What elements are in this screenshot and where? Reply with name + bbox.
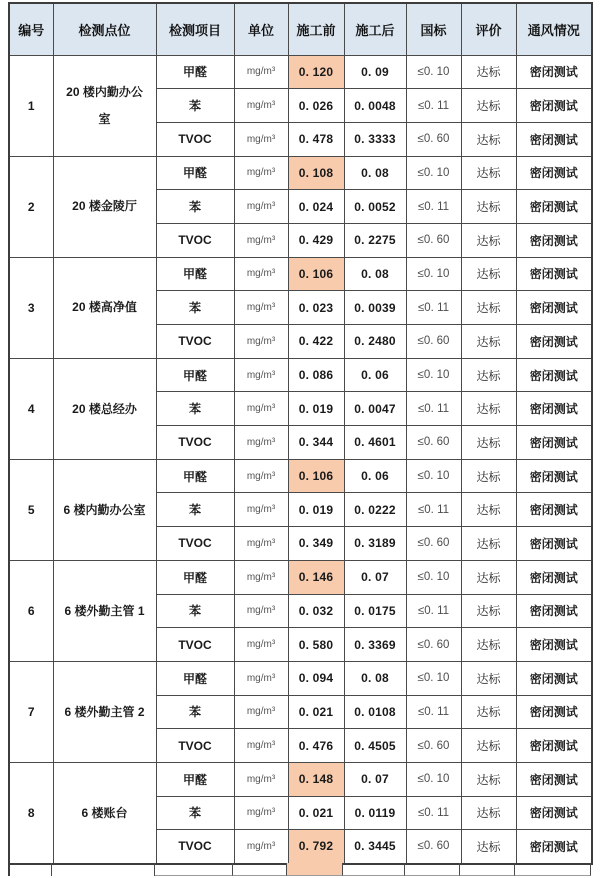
before-value-cell: 0. 146 [288,560,344,594]
standard-cell: ≤0. 11 [406,493,461,527]
evaluation-cell: 达标 [461,729,516,763]
item-cell: 苯 [156,89,234,123]
partial-cell [405,863,460,876]
partial-cell [52,863,155,876]
table-header-row [9,3,592,55]
ventilation-cell: 密闭测试 [516,426,592,460]
standard-cell: ≤0. 10 [406,55,461,89]
item-cell: 甲醛 [156,762,234,796]
row-number-cell: 5 [9,459,53,560]
item-cell: TVOC [156,628,234,662]
table-row [9,762,592,796]
before-value-cell: 0. 094 [288,661,344,695]
before-value-cell: 0. 086 [288,358,344,392]
item-cell: 苯 [156,291,234,325]
before-value-cell: 0. 019 [288,392,344,426]
ventilation-cell: 密闭测试 [516,55,592,89]
item-cell: 苯 [156,392,234,426]
after-value-cell: 0. 09 [344,55,406,89]
partial-next-row [8,863,591,876]
after-value-cell: 0. 0048 [344,89,406,123]
after-value-cell: 0. 07 [344,560,406,594]
unit-cell: mg/m³ [234,190,288,224]
table-row [9,257,592,291]
table-row [9,156,592,190]
standard-cell: ≤0. 11 [406,695,461,729]
before-value-cell: 0. 024 [288,190,344,224]
ventilation-cell: 密闭测试 [516,594,592,628]
evaluation-cell: 达标 [461,594,516,628]
item-cell: 甲醛 [156,358,234,392]
unit-cell: mg/m³ [234,257,288,291]
standard-cell: ≤0. 10 [406,459,461,493]
standard-cell: ≤0. 60 [406,628,461,662]
ventilation-cell: 密闭测试 [516,560,592,594]
before-value-cell: 0. 429 [288,223,344,257]
evaluation-cell: 达标 [461,661,516,695]
after-value-cell: 0. 0175 [344,594,406,628]
before-value-cell: 0. 422 [288,325,344,359]
unit-cell: mg/m³ [234,560,288,594]
ventilation-cell: 密闭测试 [516,661,592,695]
column-header-5: 施工后 [344,3,406,55]
standard-cell: ≤0. 10 [406,661,461,695]
after-value-cell: 0. 08 [344,257,406,291]
standard-cell: ≤0. 60 [406,122,461,156]
column-header-4: 施工前 [288,3,344,55]
unit-cell: mg/m³ [234,796,288,830]
after-value-cell: 0. 4505 [344,729,406,763]
item-cell: 甲醛 [156,560,234,594]
unit-cell: mg/m³ [234,729,288,763]
ventilation-cell: 密闭测试 [516,223,592,257]
row-number-cell: 4 [9,358,53,459]
evaluation-cell: 达标 [461,459,516,493]
evaluation-cell: 达标 [461,628,516,662]
standard-cell: ≤0. 60 [406,325,461,359]
ventilation-cell: 密闭测试 [516,190,592,224]
unit-cell: mg/m³ [234,55,288,89]
column-header-6: 国标 [406,3,461,55]
ventilation-cell: 密闭测试 [516,325,592,359]
standard-cell: ≤0. 11 [406,89,461,123]
before-value-cell: 0. 476 [288,729,344,763]
location-cell: 6 楼外勤主管 2 [53,661,156,762]
after-value-cell: 0. 07 [344,762,406,796]
evaluation-cell: 达标 [461,291,516,325]
ventilation-cell: 密闭测试 [516,89,592,123]
after-value-cell: 0. 0047 [344,392,406,426]
unit-cell: mg/m³ [234,459,288,493]
standard-cell: ≤0. 11 [406,190,461,224]
standard-cell: ≤0. 10 [406,358,461,392]
before-value-cell: 0. 023 [288,291,344,325]
before-value-cell: 0. 478 [288,122,344,156]
ventilation-cell: 密闭测试 [516,628,592,662]
evaluation-cell: 达标 [461,223,516,257]
ventilation-cell: 密闭测试 [516,257,592,291]
evaluation-cell: 达标 [461,762,516,796]
item-cell: TVOC [156,122,234,156]
before-value-cell: 0. 580 [288,628,344,662]
before-value-cell: 0. 019 [288,493,344,527]
evaluation-cell: 达标 [461,257,516,291]
standard-cell: ≤0. 60 [406,223,461,257]
after-value-cell: 0. 08 [344,156,406,190]
unit-cell: mg/m³ [234,661,288,695]
evaluation-cell: 达标 [461,796,516,830]
row-number-cell: 2 [9,156,53,257]
after-value-cell: 0. 0052 [344,190,406,224]
before-value-cell: 0. 032 [288,594,344,628]
item-cell: TVOC [156,830,234,864]
after-value-cell: 0. 3333 [344,122,406,156]
evaluation-cell: 达标 [461,55,516,89]
standard-cell: ≤0. 60 [406,729,461,763]
after-value-cell: 0. 2480 [344,325,406,359]
standard-cell: ≤0. 11 [406,594,461,628]
partial-cell [8,863,52,876]
standard-cell: ≤0. 10 [406,257,461,291]
row-number-cell: 1 [9,55,53,156]
row-number-cell: 3 [9,257,53,358]
before-value-cell: 0. 349 [288,527,344,561]
ventilation-cell: 密闭测试 [516,527,592,561]
partial-cell [233,863,287,876]
after-value-cell: 0. 3369 [344,628,406,662]
evaluation-cell: 达标 [461,527,516,561]
standard-cell: ≤0. 10 [406,560,461,594]
location-cell: 6 楼账台 [53,762,156,863]
before-value-cell: 0. 108 [288,156,344,190]
evaluation-cell: 达标 [461,392,516,426]
ventilation-cell: 密闭测试 [516,830,592,864]
location-cell: 6 楼内勤办公室 [53,459,156,560]
ventilation-cell: 密闭测试 [516,493,592,527]
ventilation-cell: 密闭测试 [516,695,592,729]
before-value-cell: 0. 106 [288,257,344,291]
evaluation-cell: 达标 [461,560,516,594]
partial-cell [515,863,591,876]
item-cell: TVOC [156,325,234,359]
before-value-cell: 0. 344 [288,426,344,460]
after-value-cell: 0. 0119 [344,796,406,830]
unit-cell: mg/m³ [234,89,288,123]
after-value-cell: 0. 08 [344,661,406,695]
location-cell: 20 楼内勤办公室 [53,55,156,156]
table-row [9,55,592,89]
ventilation-cell: 密闭测试 [516,156,592,190]
item-cell: 甲醛 [156,661,234,695]
column-header-0: 编号 [9,3,53,55]
table-row [9,358,592,392]
item-cell: 苯 [156,695,234,729]
ventilation-cell: 密闭测试 [516,291,592,325]
standard-cell: ≤0. 11 [406,291,461,325]
unit-cell: mg/m³ [234,392,288,426]
ventilation-cell: 密闭测试 [516,459,592,493]
evaluation-cell: 达标 [461,190,516,224]
column-header-2: 检测项目 [156,3,234,55]
unit-cell: mg/m³ [234,493,288,527]
after-value-cell: 0. 0222 [344,493,406,527]
unit-cell: mg/m³ [234,156,288,190]
evaluation-cell: 达标 [461,695,516,729]
before-value-cell: 0. 021 [288,695,344,729]
item-cell: 甲醛 [156,257,234,291]
standard-cell: ≤0. 11 [406,392,461,426]
column-header-7: 评价 [461,3,516,55]
table-row [9,560,592,594]
column-header-1: 检测点位 [53,3,156,55]
after-value-cell: 0. 0039 [344,291,406,325]
standard-cell: ≤0. 60 [406,527,461,561]
before-value-cell: 0. 021 [288,796,344,830]
before-value-cell: 0. 026 [288,89,344,123]
unit-cell: mg/m³ [234,695,288,729]
row-number-cell: 8 [9,762,53,863]
partial-cell [343,863,405,876]
location-cell: 20 楼高净值 [53,257,156,358]
item-cell: TVOC [156,527,234,561]
standard-cell: ≤0. 10 [406,762,461,796]
item-cell: 甲醛 [156,156,234,190]
before-value-cell: 0. 106 [288,459,344,493]
before-value-cell: 0. 148 [288,762,344,796]
item-cell: 苯 [156,796,234,830]
column-header-8: 通风情况 [516,3,592,55]
unit-cell: mg/m³ [234,830,288,864]
evaluation-cell: 达标 [461,830,516,864]
standard-cell: ≤0. 60 [406,830,461,864]
item-cell: 苯 [156,594,234,628]
item-cell: 甲醛 [156,55,234,89]
row-number-cell: 6 [9,560,53,661]
after-value-cell: 0. 4601 [344,426,406,460]
after-value-cell: 0. 0108 [344,695,406,729]
evaluation-cell: 达标 [461,156,516,190]
unit-cell: mg/m³ [234,122,288,156]
evaluation-cell: 达标 [461,122,516,156]
standard-cell: ≤0. 60 [406,426,461,460]
after-value-cell: 0. 3189 [344,527,406,561]
unit-cell: mg/m³ [234,291,288,325]
item-cell: TVOC [156,426,234,460]
item-cell: TVOC [156,729,234,763]
unit-cell: mg/m³ [234,426,288,460]
unit-cell: mg/m³ [234,762,288,796]
item-cell: 苯 [156,493,234,527]
ventilation-cell: 密闭测试 [516,796,592,830]
standard-cell: ≤0. 10 [406,156,461,190]
ventilation-cell: 密闭测试 [516,762,592,796]
evaluation-cell: 达标 [461,89,516,123]
table-row [9,661,592,695]
ventilation-cell: 密闭测试 [516,392,592,426]
location-cell: 20 楼金陵厅 [53,156,156,257]
location-cell: 20 楼总经办 [53,358,156,459]
item-cell: 甲醛 [156,459,234,493]
item-cell: TVOC [156,223,234,257]
table-row [9,459,592,493]
unit-cell: mg/m³ [234,527,288,561]
unit-cell: mg/m³ [234,358,288,392]
partial-cell [460,863,515,876]
location-cell: 6 楼外勤主管 1 [53,560,156,661]
row-number-cell: 7 [9,661,53,762]
after-value-cell: 0. 3445 [344,830,406,864]
unit-cell: mg/m³ [234,594,288,628]
ventilation-cell: 密闭测试 [516,358,592,392]
unit-cell: mg/m³ [234,325,288,359]
partial-highlight-cell [287,863,343,876]
after-value-cell: 0. 06 [344,459,406,493]
evaluation-cell: 达标 [461,325,516,359]
after-value-cell: 0. 2275 [344,223,406,257]
partial-cell [155,863,233,876]
before-value-cell: 0. 792 [288,830,344,864]
before-value-cell: 0. 120 [288,55,344,89]
ventilation-cell: 密闭测试 [516,122,592,156]
unit-cell: mg/m³ [234,628,288,662]
standard-cell: ≤0. 11 [406,796,461,830]
ventilation-cell: 密闭测试 [516,729,592,763]
evaluation-cell: 达标 [461,426,516,460]
evaluation-cell: 达标 [461,493,516,527]
air-quality-table [8,2,593,865]
item-cell: 苯 [156,190,234,224]
after-value-cell: 0. 06 [344,358,406,392]
unit-cell: mg/m³ [234,223,288,257]
evaluation-cell: 达标 [461,358,516,392]
column-header-3: 单位 [234,3,288,55]
